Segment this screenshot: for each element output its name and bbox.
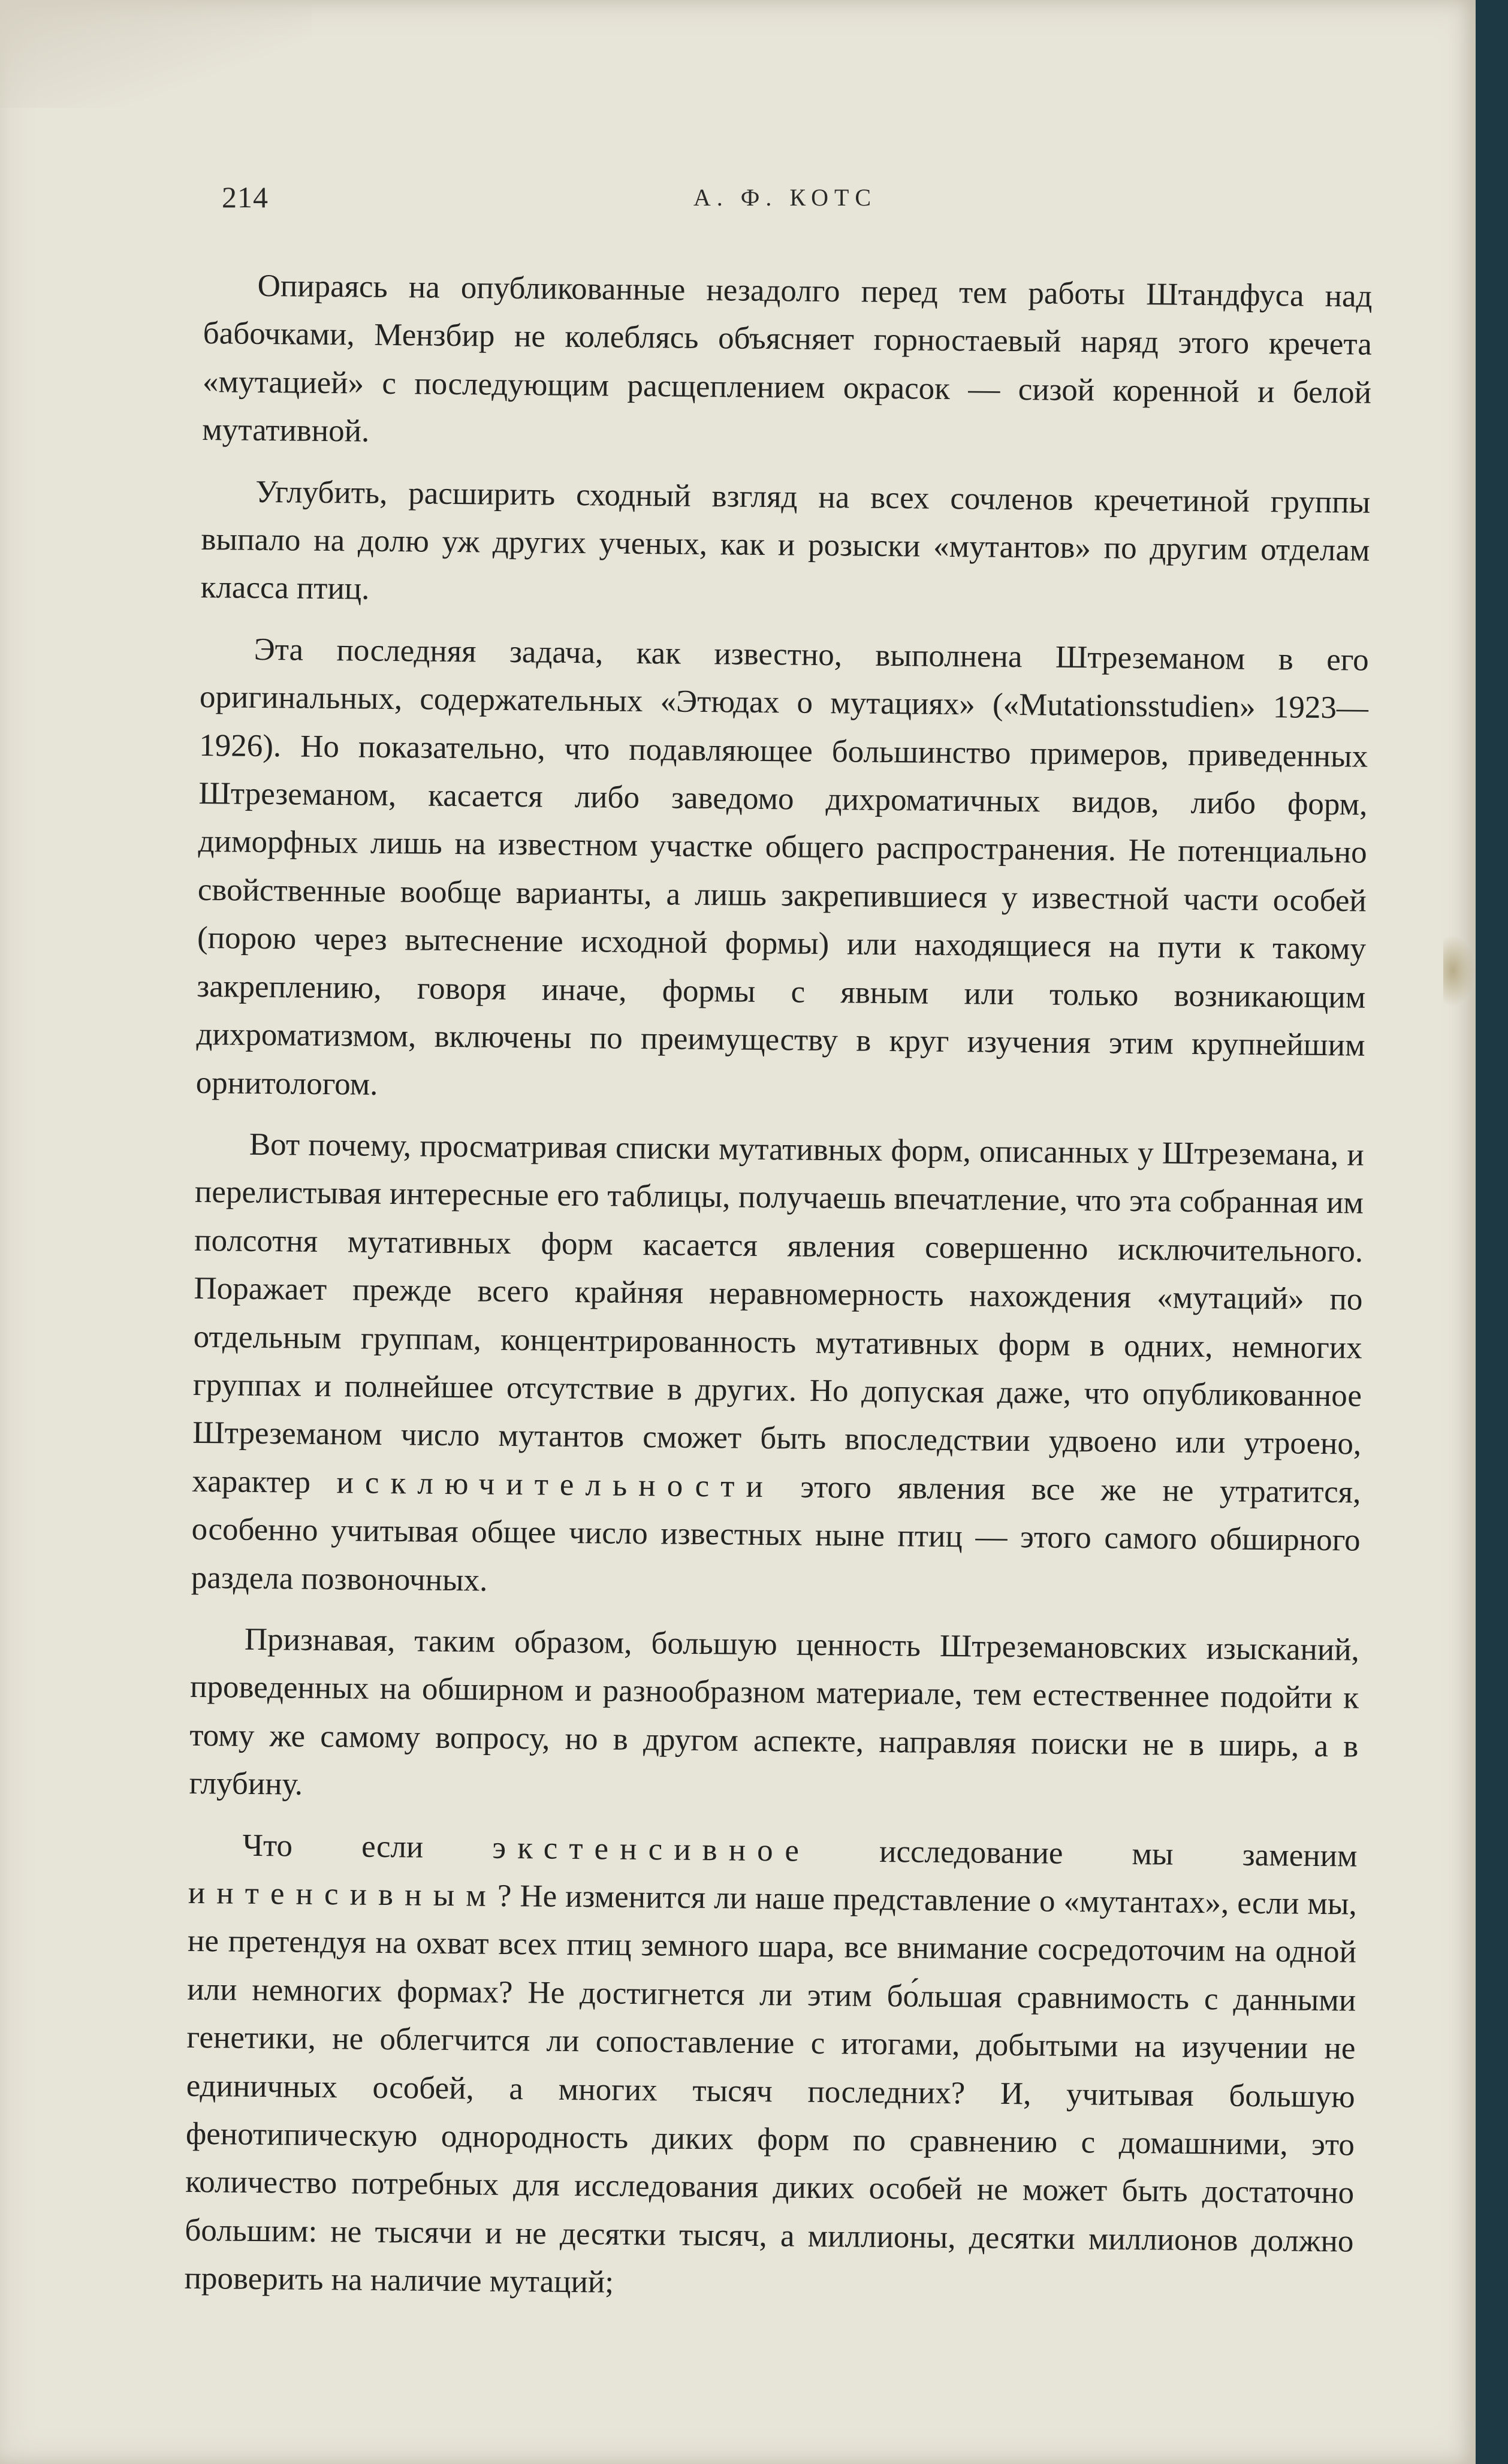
paragraph-text: исследование мы заменим xyxy=(810,1833,1358,1874)
paragraph xyxy=(191,1120,1365,1613)
paragraph xyxy=(202,261,1373,465)
body-text xyxy=(184,261,1373,2327)
paragraph xyxy=(189,1615,1359,1819)
spaced-emphasis: экстенсивное xyxy=(492,1830,811,1868)
spaced-emphasis: интенсивным xyxy=(188,1875,498,1913)
paragraph xyxy=(184,1820,1358,2314)
running-head: А. Ф. КОТС xyxy=(693,184,877,211)
paragraph xyxy=(195,625,1369,1118)
paragraph xyxy=(200,467,1370,623)
paragraph-text: Вот почему, просматривая списки мутативных форм, описанных у Штреземана, и перелистывая интересные его таблицы, получаешь впечатление, что эта собранная им полсотня мутативных форм касается явления совершенно исключительного. Поражает прежде всего крайняя неравномерность нахождения «мутаций» по отдельным группам, концентрированность мутативных форм в одних, немногих группах и полнейшее отсутствие в других. Но допуская даже, что опубликованное Штреземаном число мутантов сможет быть впоследствии удвоено или утроено, характер xyxy=(192,1127,1365,1500)
paragraph-text: Опираясь на опубликованные незадолго перед тем работы Штандфуса над бабочками, Мензбир не колеблясь объясняет горностаевый наряд этого кречета «мутацией» с последующим расщеплением окрасок — сизой коренной и белой мутативной. xyxy=(202,268,1373,449)
paragraph-text: этого явления все же не утратится, особенно учитывая общее число известных ныне птиц — этого самого обширного раздела позвоночных. xyxy=(191,1469,1361,1598)
page-edge-stain xyxy=(1443,935,1476,1007)
paragraph-text: Углубить, расширить сходный взгляд на всех сочленов кречетиной группы выпало на долю уж других ученых, как и розыски «мутантов» по другим отделам класса птиц. xyxy=(200,474,1371,607)
paragraph-text: Эта последняя задача, как известно, выполнена Штреземаном в его оригинальных, содержательных «Этюдах о мутациях» («Mutationsstudien» 1923—1926). Но показательно, что подавляющее большинство примеров, приведенных Штреземаном, касается либо заведомо дихроматичных видов, либо форм, диморфных лишь на известном участке общего распространения. Не потенциально свойственные вообще варианты, а лишь закрепившиеся у известной части особей (порою через вытеснение исходной формы) или находящиеся на пути к такому закреплению, говоря иначе, формы с явным или только возникающим дихроматизмом, включены по преимуществу в круг изучения этим крупнейшим орнитологом. xyxy=(195,632,1369,1102)
page-number: 214 xyxy=(222,180,269,214)
page-header xyxy=(222,180,1349,228)
spaced-emphasis: исключительности xyxy=(336,1464,775,1504)
paragraph-text: Что если xyxy=(242,1828,493,1865)
paragraph-text: Признавая, таким образом, большую ценность Штреземановских изысканий, проведенных на обширном и разнообразном материале, тем естественнее подойти к тому же самому вопросу, но в другом аспекте, направляя поиски не в ширь, а в глубину. xyxy=(189,1621,1360,1802)
paragraph-text: ? Не изменится ли наше представление о «мутантах», если мы, не претендуя на охват всех птиц земного шара, все внимание сосредоточим на одной или немногих формах? Не достигнется ли этим бо́льшая сравнимость с данными генетики, не облегчится ли сопоставление с итогами, добытыми на изучении не единичных особей, а многих тысяч последних? И, учитывая большую фенотипическую однородность диких форм по сравнению с домашними, это количество потребных для исследования диких особей не может быть достаточно большим: не тысячи и не десятки тысяч, а миллионы, десятки миллионов должно проверить на наличие мутаций; xyxy=(184,1878,1358,2300)
